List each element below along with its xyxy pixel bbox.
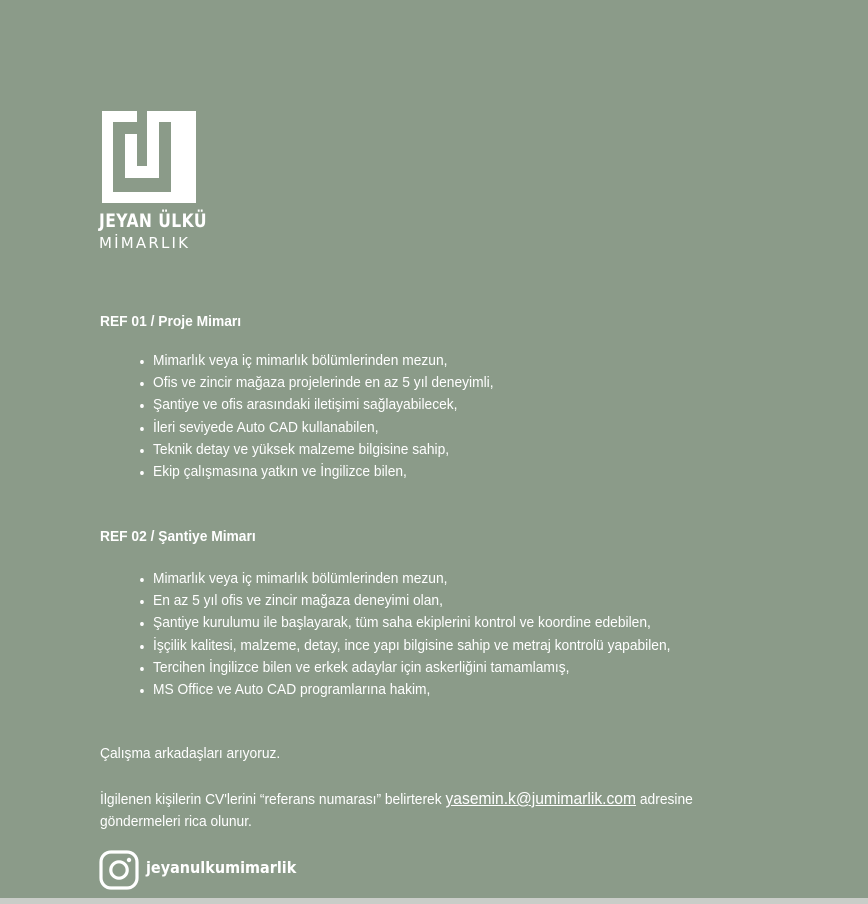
- contact-text-before: İlgilenen kişilerin CV'lerini “referans numarası” belirterek: [100, 791, 442, 808]
- contact-text-line2: göndermeleri rica olunur.: [100, 813, 252, 830]
- instagram-handle[interactable]: jeyanulkumimarlik: [146, 858, 297, 877]
- email-link[interactable]: yasemin.k@jumimarlik.com: [445, 789, 637, 808]
- list-item: • En az 5 yıl ofis ve zincir mağaza deneyimi olan,: [153, 590, 797, 612]
- contact-paragraph: [100, 788, 800, 833]
- list-item: • Şantiye kurulumu ile başlayarak, tüm saha ekiplerini kontrol ve koordine edebilen,: [153, 612, 797, 634]
- list-item: • MS Office ve Auto CAD programlarına hakim,: [153, 679, 797, 701]
- list-item: • Teknik detay ve yüksek malzeme bilgisine sahip,: [153, 439, 797, 461]
- ref1-requirements-list: [100, 350, 853, 483]
- list-item: • Mimarlık veya iç mimarlık bölümlerinden mezun,: [153, 568, 797, 590]
- list-item: • İşçilik kalitesi, malzeme, detay, ince yapı bilgisine sahip ve metraj kontrolü yapabilen,: [153, 635, 797, 657]
- instagram-icon[interactable]: [99, 850, 139, 890]
- list-item: • İleri seviyede Auto CAD kullanabilen,: [153, 417, 797, 439]
- logo-icon: [99, 108, 199, 206]
- logo-brand-subtitle: MİMARLIK: [99, 234, 191, 252]
- logo-brand-name: JEYAN ÜLKÜ: [99, 210, 207, 232]
- ref2-title: REF 02 / Şantiye Mimarı: [100, 528, 256, 545]
- closing-statement: [100, 743, 800, 765]
- closing-text: Çalışma arkadaşları arıyoruz.: [100, 745, 281, 762]
- company-logo-mark: [99, 108, 199, 206]
- footer-divider: [0, 898, 868, 904]
- list-item: • Ekip çalışmasına yatkın ve İngilizce bilen,: [153, 461, 797, 483]
- list-item: • Ofis ve zincir mağaza projelerinde en az 5 yıl deneyimli,: [153, 372, 797, 394]
- list-item: • Şantiye ve ofis arasındaki iletişimi sağlayabilecek,: [153, 394, 797, 416]
- ref2-requirements-list: [100, 568, 853, 701]
- list-item: • Tercihen İngilizce bilen ve erkek adaylar için askerliğini tamamlamış,: [153, 657, 797, 679]
- contact-text-after: adresine: [639, 791, 693, 808]
- list-item: • Mimarlık veya iç mimarlık bölümlerinden mezun,: [153, 350, 797, 372]
- ref1-title: REF 01 / Proje Mimarı: [100, 313, 242, 330]
